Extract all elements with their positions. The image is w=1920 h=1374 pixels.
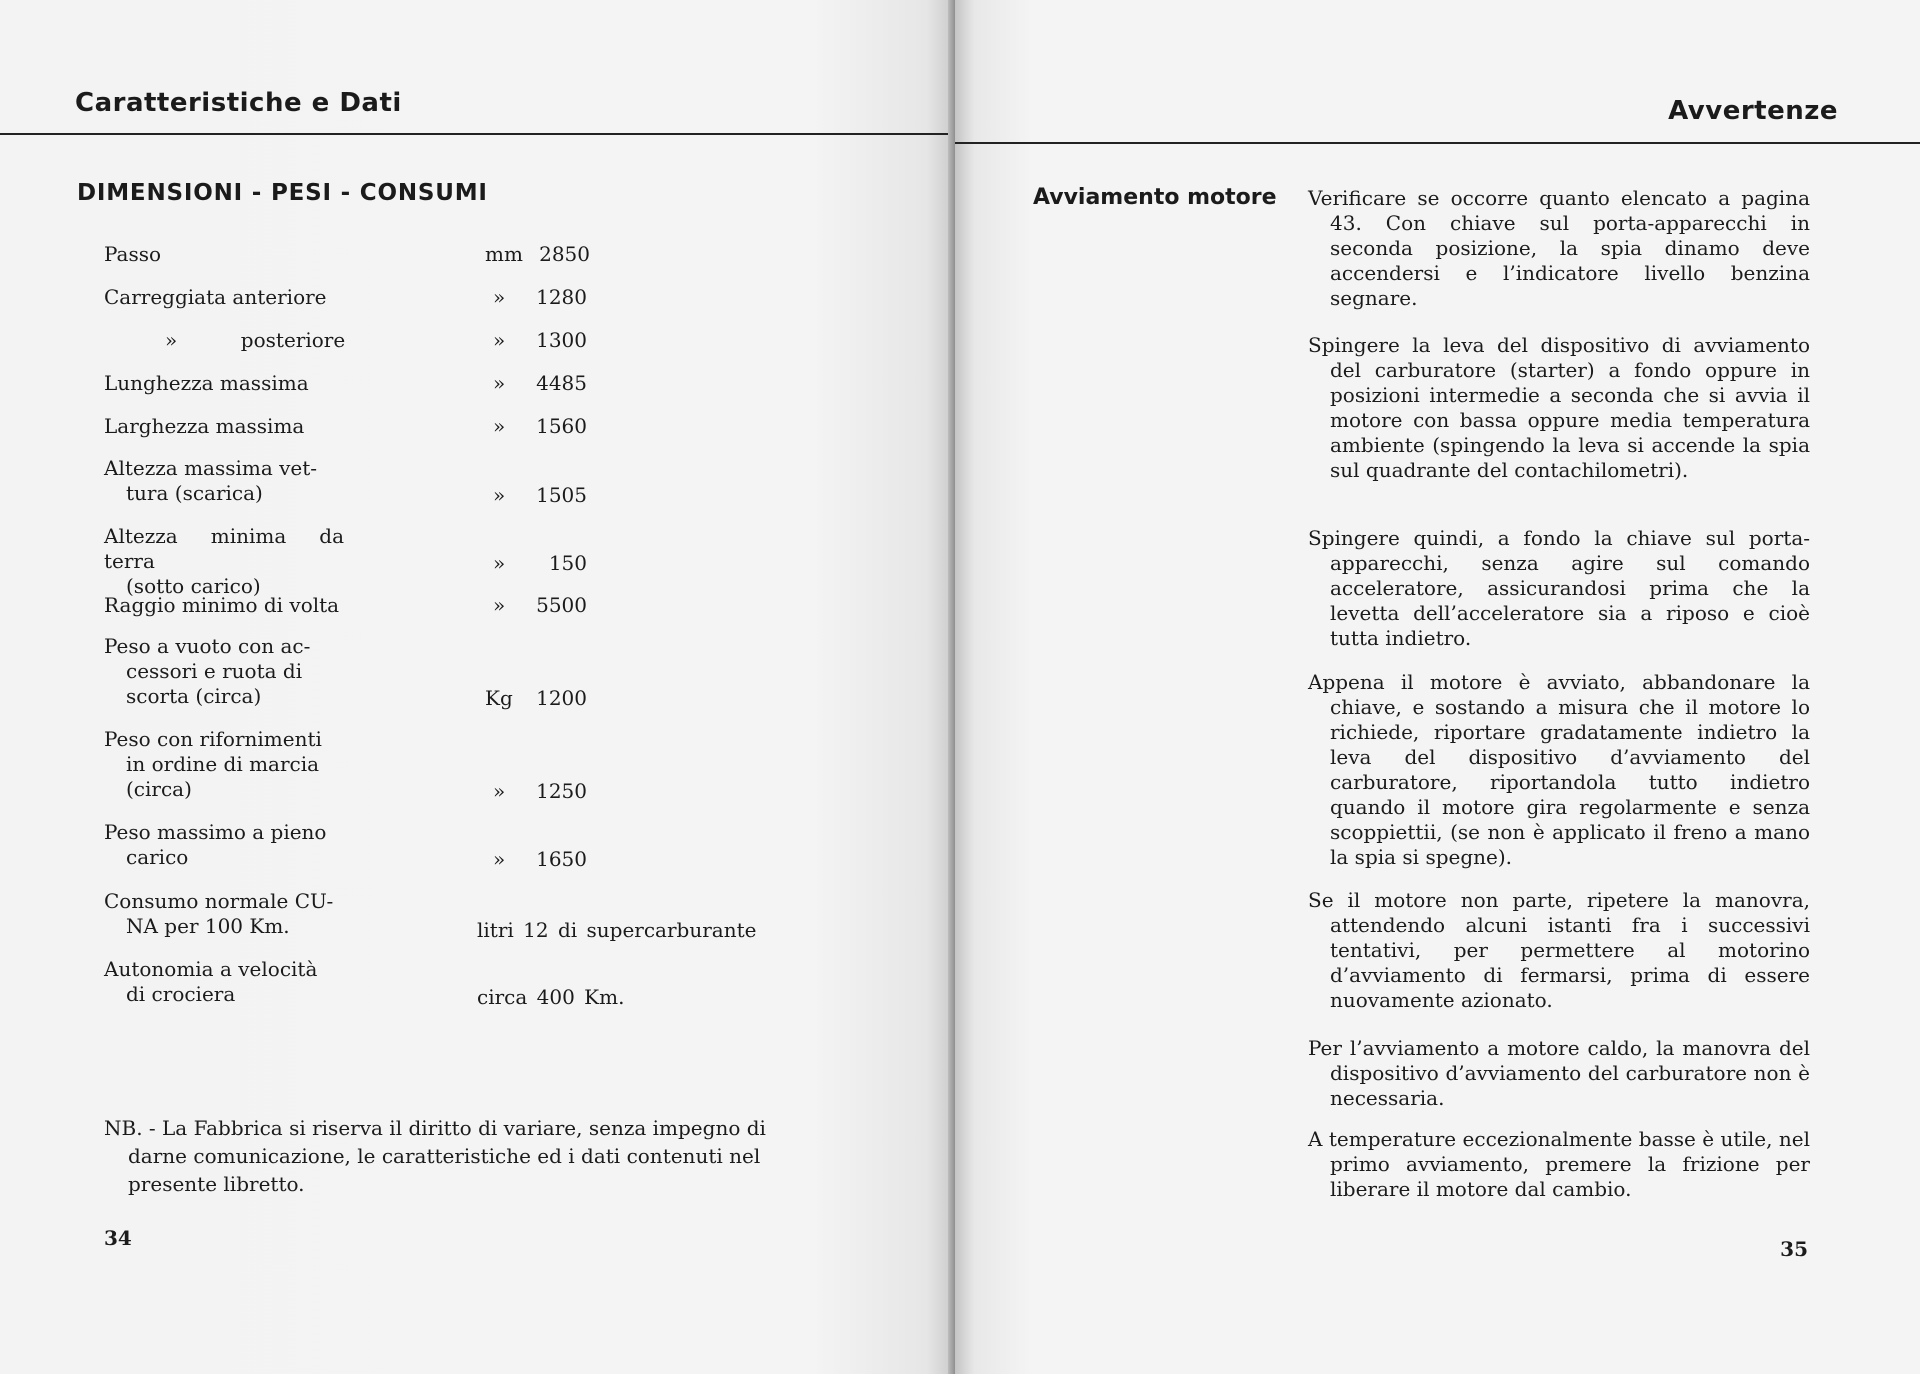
- spec-value: 4485: [536, 371, 587, 395]
- spec-unit: Kg: [485, 686, 513, 710]
- right-page: [955, 0, 1920, 1374]
- spec-label-line: cessori e ruota di: [126, 659, 303, 683]
- spec-label-line: Peso a vuoto con ac-: [104, 634, 311, 658]
- header-rule-left: [0, 133, 955, 135]
- spec-label-line: Altezza massima vet-: [104, 456, 318, 480]
- spec-unit: »: [493, 779, 506, 803]
- spec-label-line: Altezza minima da terra: [104, 524, 344, 573]
- spec-unit: »: [493, 551, 506, 575]
- spec-label-line: tura (scarica): [126, 481, 263, 505]
- spec-label: [104, 820, 344, 870]
- running-head-left: Caratteristiche e Dati: [75, 88, 402, 118]
- spec-value: 1560: [536, 414, 587, 438]
- spec-label: [104, 889, 344, 939]
- section-title: DIMENSIONI - PESI - CONSUMI: [77, 180, 488, 206]
- spec-value: 2850: [539, 242, 590, 266]
- spec-label-line: Peso massimo a pieno: [104, 820, 327, 844]
- spec-value: 150: [548, 551, 587, 575]
- spec-unit: mm: [485, 242, 523, 266]
- left-page: [0, 0, 955, 1374]
- footnote: [104, 1114, 846, 1198]
- spec-value: 1280: [536, 285, 587, 309]
- spec-label-line: carico: [126, 845, 189, 869]
- footnote-line: darne comunicazione, le caratteristiche ed i dati contenuti nel: [128, 1144, 761, 1168]
- paragraph: Verificare se occorre quanto elencato a pagina 43. Con chiave sul porta-apparecchi in seconda posizione, la spia dinamo deve accendersi e l’indicatore livello benzina segnare.: [1308, 186, 1810, 310]
- spec-label: [104, 456, 344, 506]
- spec-unit: »: [493, 328, 506, 352]
- spec-label: [104, 524, 344, 599]
- spec-label: [104, 634, 344, 709]
- header-rule-right: [955, 142, 1920, 144]
- spec-label-line: scorta (circa): [126, 684, 262, 708]
- spec-label: » posteriore: [165, 328, 346, 352]
- spec-unit: »: [493, 414, 506, 438]
- spec-label: [104, 727, 344, 802]
- spec-unit: »: [493, 847, 506, 871]
- spec-value-text: litri 12 di supercarburante: [477, 918, 757, 942]
- spec-label-line: Consumo normale CU-: [104, 889, 334, 913]
- spec-unit: »: [493, 593, 506, 617]
- spec-value: 1650: [536, 847, 587, 871]
- spec-label-line: NA per 100 Km.: [126, 914, 290, 938]
- side-heading: Avviamento motore: [1033, 185, 1277, 210]
- spec-value: 5500: [536, 593, 587, 617]
- paragraph: Spingere quindi, a fondo la chiave sul porta-apparecchi, senza agire sul comando acceleratore, assicurandosi prima che la levetta dell’acceleratore sia a riposo e cioè tutta indietro.: [1308, 526, 1810, 650]
- spec-label: Passo: [104, 242, 162, 266]
- spec-unit: »: [493, 371, 506, 395]
- spec-label-line: di crociera: [126, 982, 236, 1006]
- running-head-right: Avvertenze: [1668, 96, 1838, 126]
- spec-value-text: circa 400 Km.: [477, 985, 625, 1009]
- page-number-left: 34: [104, 1226, 132, 1250]
- spec-value: 1250: [536, 779, 587, 803]
- spec-value: 1200: [536, 686, 587, 710]
- paragraph: Spingere la leva del dispositivo di avviamento del carburatore (starter) a fondo oppure in posizioni intermedie a seconda che si avvia il motore con bassa oppure media temperatura ambiente (spingendo la leva si accende la spia sul quadrante del contachilometri).: [1308, 333, 1810, 482]
- spec-label: Lunghezza massima: [104, 371, 309, 395]
- spec-value: 1300: [536, 328, 587, 352]
- spec-label: [104, 957, 344, 1007]
- paragraph: Appena il motore è avviato, abbandonare la chiave, e sostando a misura che il motore lo richiede, riportare gradatamente indietro la leva del dispositivo d’avviamento del carburatore, riportandola tutto indietro quando il motore gira regolarmente e senza scoppiettii, (se non è applicato il freno a mano la spia si spegne).: [1308, 670, 1810, 869]
- paragraph: Per l’avviamento a motore caldo, la manovra del dispositivo d’avviamento del carburatore non è necessaria.: [1308, 1036, 1810, 1110]
- spec-value: 1505: [536, 483, 587, 507]
- spec-unit: »: [493, 285, 506, 309]
- spec-label-line: (sotto carico): [126, 574, 261, 598]
- page-number-right: 35: [1780, 1237, 1808, 1261]
- spec-unit: »: [493, 483, 506, 507]
- spec-label-line: Peso con rifornimenti: [104, 727, 322, 751]
- spec-label: Larghezza massima: [104, 414, 305, 438]
- spec-label-line: Autonomia a velocità: [104, 957, 318, 981]
- paragraph: A temperature eccezionalmente basse è utile, nel primo avviamento, premere la frizione per liberare il motore dal cambio.: [1308, 1127, 1810, 1201]
- spec-label-line: in ordine di marcia: [126, 752, 320, 776]
- spec-label: Carreggiata anteriore: [104, 285, 327, 309]
- footnote-line: NB. - La Fabbrica si riserva il diritto di variare, senza impegno di: [104, 1116, 766, 1140]
- spec-label-line: (circa): [126, 777, 192, 801]
- footnote-line: presente libretto.: [128, 1172, 305, 1196]
- spec-label: Raggio minimo di volta: [104, 593, 340, 617]
- paragraph: Se il motore non parte, ripetere la manovra, attendendo alcuni istanti fra i successivi tentativi, per permettere al motorino d’avviamento di fermarsi, prima di essere nuovamente azionato.: [1308, 888, 1810, 1012]
